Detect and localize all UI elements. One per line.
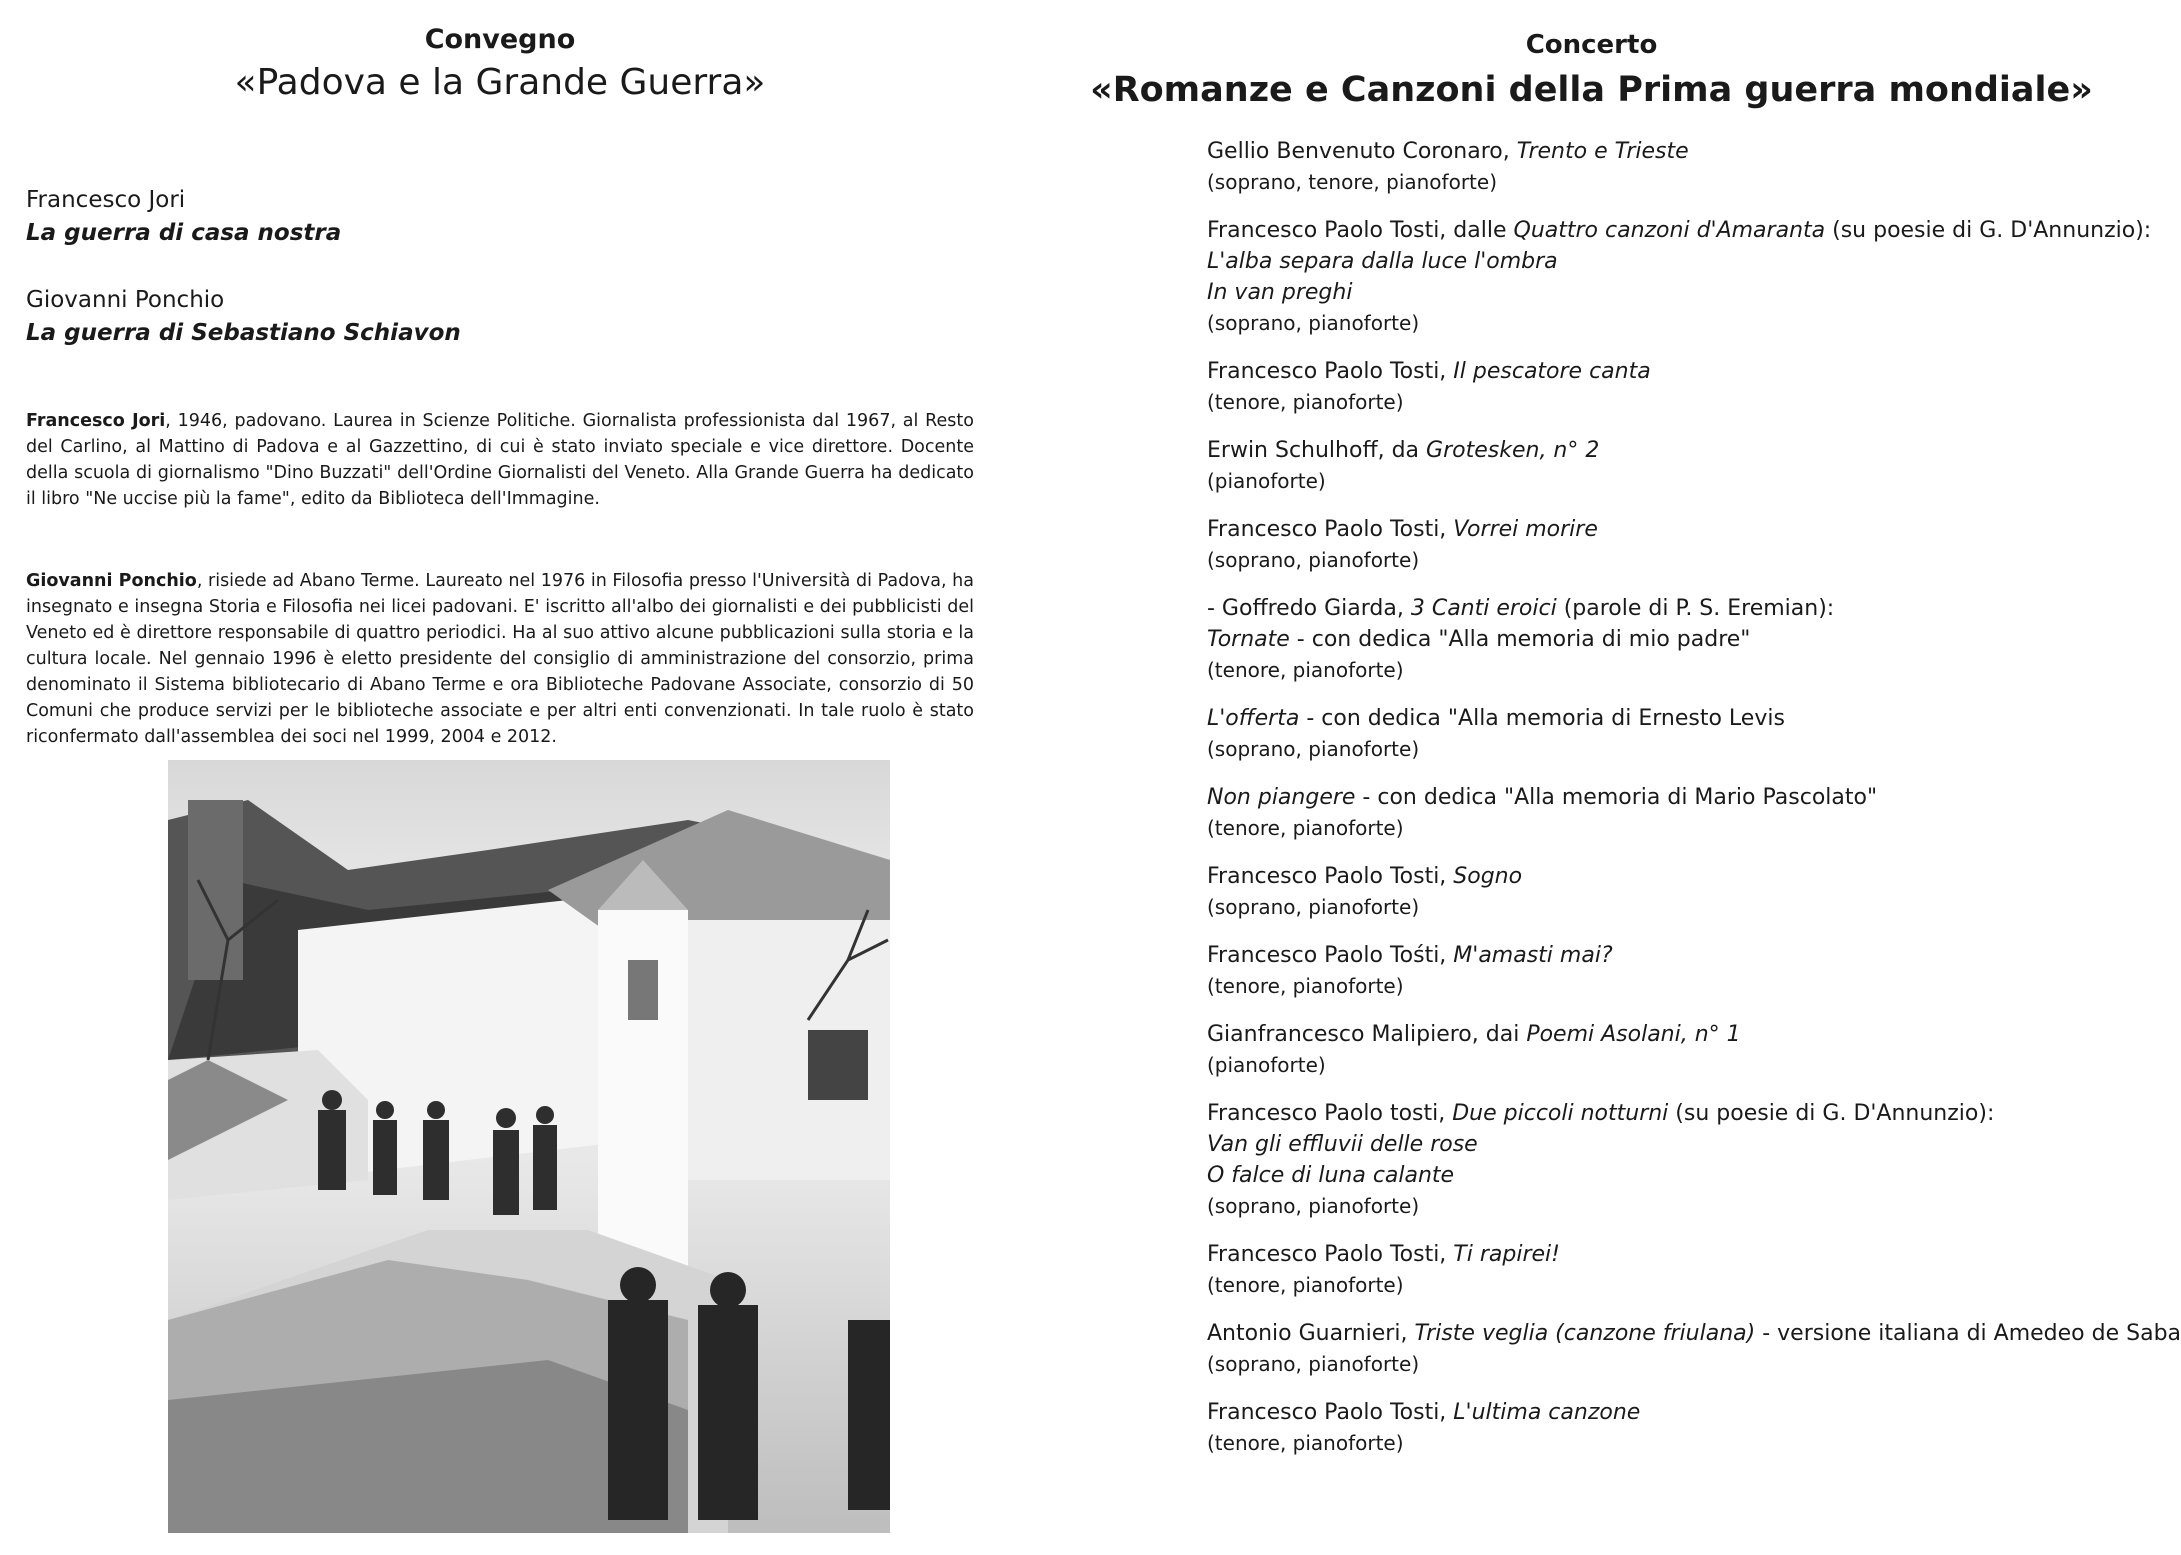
instrumentation: (soprano, pianoforte): [1207, 548, 1420, 572]
song-title: L'alba separa dalla luce l'ombra: [1207, 249, 1558, 274]
song-title: In van preghi: [1207, 280, 1353, 305]
concert-program: [1207, 136, 2181, 1476]
work-title: Poemi Asolani, n° 1: [1526, 1022, 1741, 1047]
instrumentation: (pianoforte): [1207, 469, 1326, 493]
bio-ponchio: [26, 568, 974, 750]
program-item: [1207, 1239, 2117, 1301]
program-item-heading: [1207, 356, 2117, 387]
instrumentation: (tenore, pianoforte): [1207, 974, 1404, 998]
program-item: [1207, 136, 2117, 198]
work-title: M'amasti mai?: [1453, 943, 1613, 968]
program-item: [1207, 593, 2117, 686]
program-item: [1207, 782, 2117, 844]
composer: Francesco Paolo Tosti,: [1207, 1400, 1454, 1425]
composer: Francesco Paolo tosti,: [1207, 1101, 1453, 1126]
program-item: [1207, 1019, 2117, 1081]
program-item-heading: [1207, 861, 2117, 892]
work-title: Ti rapirei!: [1453, 1242, 1560, 1267]
program-item-heading: [1207, 940, 2117, 971]
instrumentation: (soprano, pianoforte): [1207, 895, 1420, 919]
song-title: O falce di luna calante: [1207, 1163, 1455, 1188]
concerto-title: «Romanze e Canzoni della Prima guerra mondiale»: [1090, 70, 2093, 110]
bio-name: Francesco Jori: [26, 411, 166, 431]
composer: Francesco Paolo Tosti, dalle: [1207, 218, 1514, 243]
talk-speaker: Giovanni Ponchio: [26, 287, 225, 313]
composer: Francesco Paolo Tosti,: [1207, 517, 1454, 542]
composer: Erwin Schulhoff, da: [1207, 438, 1427, 463]
bio-jori: [26, 408, 974, 512]
instrumentation: (tenore, pianoforte): [1207, 1431, 1404, 1455]
work-title: Due piccoli notturni: [1452, 1101, 1669, 1126]
instrumentation: (tenore, pianoforte): [1207, 658, 1404, 682]
work-note: (parole di P. S. Eremian):: [1556, 596, 1835, 621]
program-item: [1207, 1318, 2181, 1380]
work-note: - con dedica "Alla memoria di Ernesto Levis: [1299, 706, 1785, 731]
composer: Gellio Benvenuto Coronaro,: [1207, 139, 1517, 164]
program-item-heading: [1207, 1239, 2117, 1270]
instrumentation: (tenore, pianoforte): [1207, 390, 1404, 414]
instrumentation: (soprano, pianoforte): [1207, 737, 1420, 761]
composer: Antonio Guarnieri,: [1207, 1321, 1415, 1346]
work-title: Non piangere: [1207, 785, 1356, 810]
work-note: - con dedica "Alla memoria di Mario Pascolato": [1355, 785, 1878, 810]
right-page: [1060, 0, 2181, 1555]
composer: Francesco Paolo Tosti,: [1207, 864, 1454, 889]
work-title: Tornate: [1207, 627, 1290, 652]
program-item-heading: [1207, 514, 2117, 545]
program-item: [1207, 1397, 2117, 1459]
program-item-subline: [1207, 624, 2117, 655]
program-item: [1207, 1098, 2117, 1222]
work-title: L'ultima canzone: [1453, 1400, 1641, 1425]
talk-title: La guerra di casa nostra: [26, 220, 342, 246]
program-item-heading: [1207, 215, 2152, 246]
program-item-heading: [1207, 136, 2117, 167]
program-item: [1207, 356, 2117, 418]
bio-name: Giovanni Ponchio: [26, 571, 197, 591]
program-item-heading: [1207, 435, 2117, 466]
program-item-heading: [1207, 1098, 2117, 1129]
work-note: (su poesie di G. D'Annunzio):: [1668, 1101, 1995, 1126]
work-note: - versione italiana di Amedeo de Saba: [1755, 1321, 2181, 1346]
work-title: Il pescatore canta: [1453, 359, 1651, 384]
instrumentation: (tenore, pianoforte): [1207, 816, 1404, 840]
program-item: [1207, 514, 2117, 576]
program-item-heading: [1207, 1397, 2117, 1428]
work-title: 3 Canti eroici: [1410, 596, 1557, 621]
work-title: Quattro canzoni d'Amaranta: [1513, 218, 1826, 243]
program-item-heading: [1207, 782, 2117, 813]
composer: Francesco Paolo Tosti,: [1207, 359, 1454, 384]
program-item-heading: [1207, 703, 2117, 734]
program-item-heading: [1207, 1019, 2117, 1050]
talk-speaker: Francesco Jori: [26, 187, 186, 213]
work-title: Triste veglia (canzone friulana): [1414, 1321, 1756, 1346]
work-title: Vorrei morire: [1453, 517, 1598, 542]
program-item-heading: [1207, 1318, 2181, 1349]
work-title: Sogno: [1453, 864, 1523, 889]
program-item: [1207, 940, 2117, 1002]
program-item-heading: [1207, 593, 2117, 624]
talk-2: [26, 284, 461, 350]
talk-1: [26, 184, 341, 250]
composer: Gianfrancesco Malipiero, dai: [1207, 1022, 1527, 1047]
left-page: [0, 0, 1060, 1555]
program-item: [1207, 435, 2117, 497]
instrumentation: (soprano, pianoforte): [1207, 1194, 1420, 1218]
instrumentation: (tenore, pianoforte): [1207, 1273, 1404, 1297]
composer: Francesco Paolo Tosti,: [1207, 1242, 1454, 1267]
work-title: Trento e Trieste: [1516, 139, 1689, 164]
convegno-title: «Padova e la Grande Guerra»: [234, 62, 766, 103]
instrumentation: (soprano, pianoforte): [1207, 311, 1420, 335]
song-title: Van gli effluvii delle rose: [1207, 1132, 1478, 1157]
program-item: [1207, 861, 2117, 923]
program-item: [1207, 215, 2152, 339]
program-item: [1207, 703, 2117, 765]
composer: - Goffredo Giarda,: [1207, 596, 1411, 621]
instrumentation: (soprano, pianoforte): [1207, 1352, 1420, 1376]
work-note: (su poesie di G. D'Annunzio):: [1825, 218, 2152, 243]
work-title: Grotesken, n° 2: [1426, 438, 1600, 463]
instrumentation: (soprano, tenore, pianoforte): [1207, 170, 1497, 194]
work-title: L'offerta: [1207, 706, 1300, 731]
historical-photo: [168, 760, 890, 1533]
bio-text: , 1946, padovano. Laurea in Scienze Politiche. Giornalista professionista dal 1967, al Resto del Carlino, al Mattino di Padova e al Gazzettino, di cui è stato inviato speciale e vice direttore. Docente della scuola di giornalismo "Dino Buzzati" dell'Ordine Giornalisti del Veneto. Alla Grande Guerra ha dedicato il libro "Ne uccise più la fame", edito da Biblioteca dell'Immagine.: [26, 411, 974, 509]
instrumentation: (pianoforte): [1207, 1053, 1326, 1077]
bio-text: , risiede ad Abano Terme. Laureato nel 1976 in Filosofia presso l'Università di Padova, ha insegnato e insegna Storia e Filosofia nei licei padovani. E' iscritto all'albo dei giornalisti e dei pubblicisti del Veneto ed è direttore responsabile di quattro periodici. Ha al suo attivo alcune pubblicazioni sulla storia e la cultura locale. Nel gennaio 1996 è eletto presidente del consiglio di amministrazione del consorzio, prima denominato il Sistema bibliotecario di Abano Terme e ora Biblioteche Padovane Associate, consorzio di 50 Comuni che produce servizi per le biblioteche associate e per altri enti convenzionati. In tale ruolo è stato riconfermato dall'assemblea dei soci nel 1999, 2004 e 2012.: [26, 571, 974, 747]
talk-title: La guerra di Sebastiano Schiavon: [26, 320, 461, 346]
work-note: - con dedica "Alla memoria di mio padre": [1289, 627, 1751, 652]
convegno-heading: Convegno: [424, 24, 576, 55]
composer: Francesco Paolo Tośti,: [1207, 943, 1454, 968]
concerto-heading: Concerto: [1525, 30, 1658, 60]
